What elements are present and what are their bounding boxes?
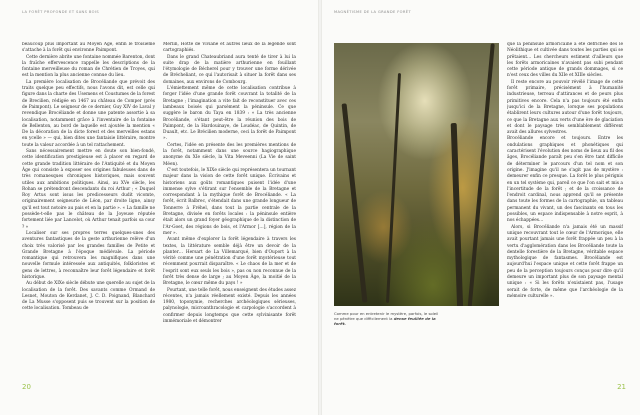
paragraph: Localiser sur ses propres terres quelques-unes des aventures fantastiques de la geste arthurienne relève d'un choix très valorisé par les grandes familles de Petite et Grande Bretagne à l'époque médiévale. La période romantique qui retrouvera les magnifiques dans une nouvelle formule intéressée aux antiquités, folkloristes et gens de lettres, à reconnaître leur forêt légendaire et forêt historique.	[22, 230, 155, 280]
paragraph: Alors, si Brocéliande n'a jamais été un massif unique recouvrant tout le cœur de l'Armorique, elle avait pourtant jamais une forêt frappée un peu à la vertu d'agglomération dans les Brocéliande toute la dentelle forestière de la Bretagne, véritable espace mythologique de fantasmes. Brocéliande est aujourd'hui l'espace unique et cette forêt frappe un peu de la perception toujours conçus pour dire qu'il demeure un important plus de son paysage mental unique : « Si les forêts n'existaient pas, l'usage serait de forte, de même que l'archéologie de la mémoire culturelle ».	[507, 224, 623, 299]
paragraph: Merlin, Hotte de Viviane et autres lieux de la légende sont cartographiés.	[163, 42, 296, 54]
paragraph: Brocéliande encore et toujours. Entre les ondulations graphiques et phonétiques qui caractérisent l'évolution des noms de lieux au fil des âges, Brocéliande paraît peu s'en être tant difficile de déterminer le parcours d'un tel nom et son origine. J'imagine qu'il ne s'agit pas de mystère : demeurer enfin ce presque. La forêt le plus pérignis en un tel système qui, pareil ce que l'on sait et mis a l'incertitude de la forêt ; et de la croissance de l'endroit cardinal, nous apprend qu'il se présente dans toute les formes de la cartographie, un tableau permanent du vivant, un des fascinants en tous les possibles, un espace indispensable à notre esprit, à nos échappées…	[507, 136, 623, 224]
caption-emphasis: dense feuillée de la forêt.	[334, 316, 436, 326]
right-running-head: MAGNÉTISME DE LA GRANDE FORÊT	[334, 10, 412, 14]
photo-caption	[334, 311, 444, 326]
left-column-2	[163, 42, 296, 394]
tree-trunk	[386, 73, 401, 303]
left-running-head: LA FORÊT PROFONDE ET SANS BOIS	[22, 10, 100, 14]
right-page-number: 21	[617, 383, 626, 391]
paragraph: Sans nécessairement mettre en doute son bien-fondé, cette identification prestigieuse est à placer en regard de cette grande tradition littéraire de l'Antiquité et du Moyen Âge qui consiste à exposer ses origines fabuleuses dans de très romanesques chroniques historiques, mais souvent utiles aux ambitions politiques. Ainsi, au XVe siècle, les Rohan se prétendront descendants du roi Arthur ; « Duquel Roy Artus sont issus les predicesseurs dudit vicomte, originairement seigneurie de Léon, par droite ligne, ainsy qu'il est tout notoire au pais et en la partie ». « La famille ne possède-t-elle pas le château de la Joyeuse réputée fortement liée par Lancelot, où Arthur tenait parfois sa cour ? »	[22, 149, 155, 230]
tree-trunk	[467, 43, 495, 306]
paragraph: Au début de XIXe siècle débute une querelle au sujet de la localisation de la forêt. Des savants comme Ormand de Lesnet, Mouton de Kerdanet, J. C. D. Poignand, Blanchard de La Musse s'opposent puis se trouvent sur la position de cette localisation. Tombeau de	[22, 281, 155, 312]
paragraph: La première localisation de Brocéliande que prévoit des traits quelque peu effectifs, nous l'avons dit, est celle qui figure dans la charte des Usemens et Coustumes de la forest de Brecilien, rédigée en 1467 au château de Comper (près de Paimpont). Le seigneur de ce dernier, Guy XIV de Laval y revendique Brocéliande et donne une patente assortie à sa localisation, notamment grâce à l'inventaire de la fontaine de Bellenton, au bord de laquelle est ajoutée la mention « De la décoration de la dicte forest et des merveilles estans en ycelle » — qui, bien dites une fantaisie littéraire, montre toute la valeur accordée à un tel rattachement.	[22, 79, 155, 148]
left-column-1	[22, 42, 155, 394]
paragraph: Dans le grand Chateaubriand aura tenté de tirer à lui la suite drap de la matière arthurienne en fouillant l'étymologie de Bécherel pour y trouver une forme dérivée de Brécheliant, ce qui l'autorisait à situer la forêt dans ses domaines, aux environs de Combourg.	[163, 54, 296, 85]
caption-text: Comme pour en entretenir le mystère, parfois, le soleil ne pénètre que difficilement la	[334, 311, 439, 321]
right-column	[507, 42, 623, 394]
paragraph: C'est toutefois, le XIXe siècle qui représentera un tournant majeur dans la vision de cette forêt unique. Écrivains et historiens aux goûts romantiques puisent l'idée d'une immense sylve s'étirant sur l'ensemble de la Bretagne et correspondant à la mythique forêt de Brocéliande. « La forêt, écrit Balbrec, s'étendait dans une grande longueur de Tonnerre à Fréhel, dans tout la partie centrale de la Bretagne, divisée en forêts locales : la péninsule entière était alors un grand foyer géographique de la distinction de l'Ar-Goet, des régions de bois, et l'Armor […], région de la mer ».	[163, 167, 296, 236]
tree-trunk	[451, 123, 464, 306]
left-page-number: 20	[22, 383, 31, 391]
paragraph: beaucoup plus important au Moyen Âge, enfin le troisième s'attache à la forêt qui environne Paimpont.	[22, 42, 155, 54]
forest-photo	[334, 43, 499, 306]
paragraph: Cette dernière abrite une fontaine nommée Barenton, dont la fraîche effervescence rappelle les descriptions de la fontaine merveilleuse du roman de Chrétien de Troyes, qui est la mention la plus ancienne connue du lieu.	[22, 54, 155, 79]
paragraph: Avant même d'explorer la forêt légendaire à travers les textes, la littérature semble déjà être un devoir de la planter… Hersart de La Villemarqué, bien d'Ouport à la vérité comme une pénétration d'une forêt mystérieuse tout récemment pourrait disparaître. « Le chaos de la mer et de l'esprit sont eux seuls les bois », pas ou non reconnue de la forêt très dense de large ; au Moyen Âge, la moitié de la Bretagne, le cœur même du pays ! »	[163, 237, 296, 287]
paragraph: que la péninsule armoricaine a été défrichée dès le Néolithique et cultivée dans toutes les parties qui se prêtaient… Les chercheurs estiment d'ailleurs que les forêts armoricaines n'avaient pas subi pendant cette période antique de grands dommages, si ce n'est ceux des villes du XIIe et XIIIe siècles.	[507, 42, 623, 79]
tree-trunk	[342, 103, 368, 302]
left-page	[0, 0, 318, 415]
paragraph: Pourtant, une telle forêt, nous enseignent des études assez récentes, n'a jamais réellement existé. Depuis les années 1980, toponymie, recherches archéologiques sérieuses, palynologie, microanthracologie et carpologie s'accordent à confirmer depuis longtemps que cette sylvinisante forêt immémoriale et démontrer	[163, 287, 296, 325]
paragraph: L'émiettement même de cette localisation contribue à forger l'idée d'une grande forêt couvrant la totalité de la Bretagne ; l'imagination a vite fait de reconstituer avec ces lambeaux boisés qui parsèment la péninsule. Ce que suggère le baron du Taya en 1839 : « La très ancienne Brocéliande, s'étant peut-être la réunion des bois de Paimpont, de la Hardouinaye, de Loudéac, de Quintin, de Duault, etc. Le Brécilien moderne, ceci la forêt de Paimpont ».	[163, 86, 296, 142]
paragraph: Certes, l'idée en présente des les premières mentions de la forêt, notamment dans une source hagiographique anonyme du XIe siècle, la Vita Meveenni (La Vie de saint Méen).	[163, 142, 296, 167]
paragraph: Il reste encore au pouvoir révélé l'image de cette forêt primaire, précisément à l'humanité industrieuse, terreau d'attirances et de peurs plus primitives encore. Cela n'a pas toujours été enfin jusqu'ici de la Bretagne, lorsque ses populations établirent leurs cultures autour d'une forêt toujours, ce que la Bretagne aux verts d'une ère de glaciation et dont le paysage très semblablement différent avait des allures sylvestres.	[507, 79, 623, 136]
